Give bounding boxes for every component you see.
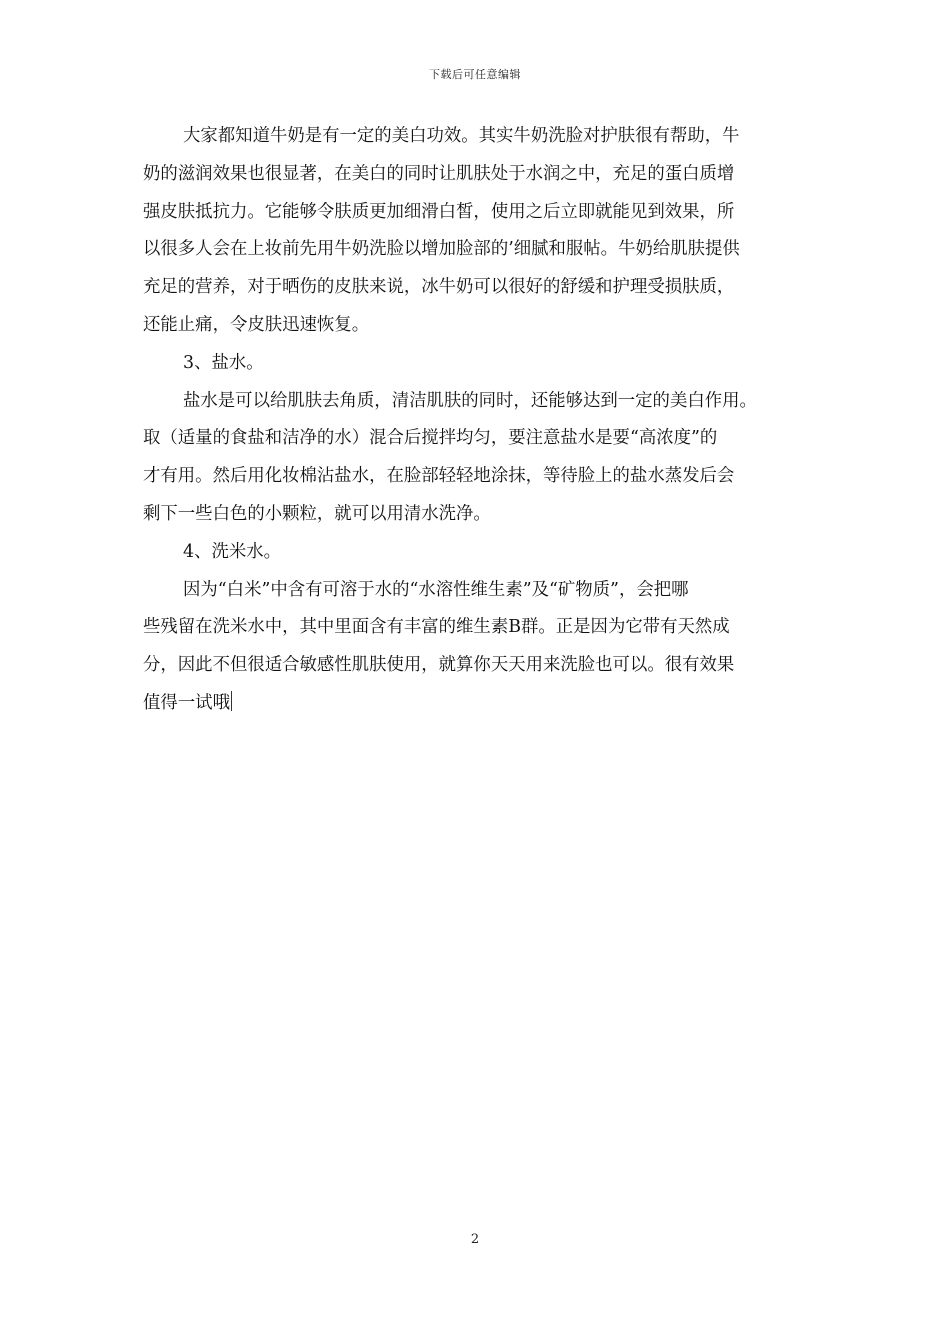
heading-text: 4、洗米水。	[183, 541, 282, 562]
paragraph-milk	[143, 118, 813, 345]
paragraph-salt-water	[143, 383, 813, 534]
page-number: 2	[470, 1232, 480, 1247]
heading-text: 3、盐水。	[183, 352, 264, 373]
paragraph-rice-water	[143, 572, 813, 723]
text-line: 分，因此不但很适合敏感性肌肤使用，就算你天天用来洗脸也可以。很有效果	[143, 655, 735, 676]
page-header: 下载后可任意编辑	[429, 68, 521, 81]
text-line: 还能止痛，令皮肤迅速恢复。	[143, 314, 370, 335]
text-line: 强皮肤抵抗力。它能够令肤质更加细滑白皙，使用之后立即就能见到效果，所	[143, 201, 735, 222]
section-heading-rice-water	[143, 534, 813, 572]
text-cursor	[231, 691, 232, 711]
text-line: 些残留在洗米水中，其中里面含有丰富的维生素B群。正是因为它带有天然成	[143, 617, 730, 638]
text-line: 才有用。然后用化妆棉沾盐水，在脸部轻轻地涂抹，等待脸上的盐水蒸发后会	[143, 466, 735, 487]
text-line: 盐水是可以给肌肤去角质，清洁肌肤的同时，还能够达到一定的美白作用。	[183, 390, 757, 411]
text-line-content: 值得一试哦	[143, 692, 230, 713]
text-line: 取（适量的食盐和洁净的水）混合后搅拌均匀，要注意盐水是要“高浓度”的	[143, 428, 718, 449]
text-line-last[interactable]	[143, 685, 813, 723]
text-line: 奶的滋润效果也很显著，在美白的同时让肌肤处于水润之中，充足的蛋白质增	[143, 163, 735, 184]
text-line: 剩下一些白色的小颗粒，就可以用清水洗净。	[143, 503, 491, 524]
text-line: 大家都知道牛奶是有一定的美白功效。其实牛奶洗脸对护肤很有帮助，牛	[183, 126, 740, 146]
document-body	[143, 118, 813, 723]
text-line: 因为“白米”中含有可溶于水的“水溶性维生素”及“矿物质”，会把哪	[183, 579, 689, 600]
section-heading-salt-water	[143, 345, 813, 383]
text-line: 充足的营养，对于晒伤的皮肤来说，冰牛奶可以很好的舒缓和护理受损肤质，	[143, 277, 735, 298]
text-line: 以很多人会在上妆前先用牛奶洗脸以增加脸部的’细腻和服帖。牛奶给肌肤提供	[143, 239, 740, 260]
